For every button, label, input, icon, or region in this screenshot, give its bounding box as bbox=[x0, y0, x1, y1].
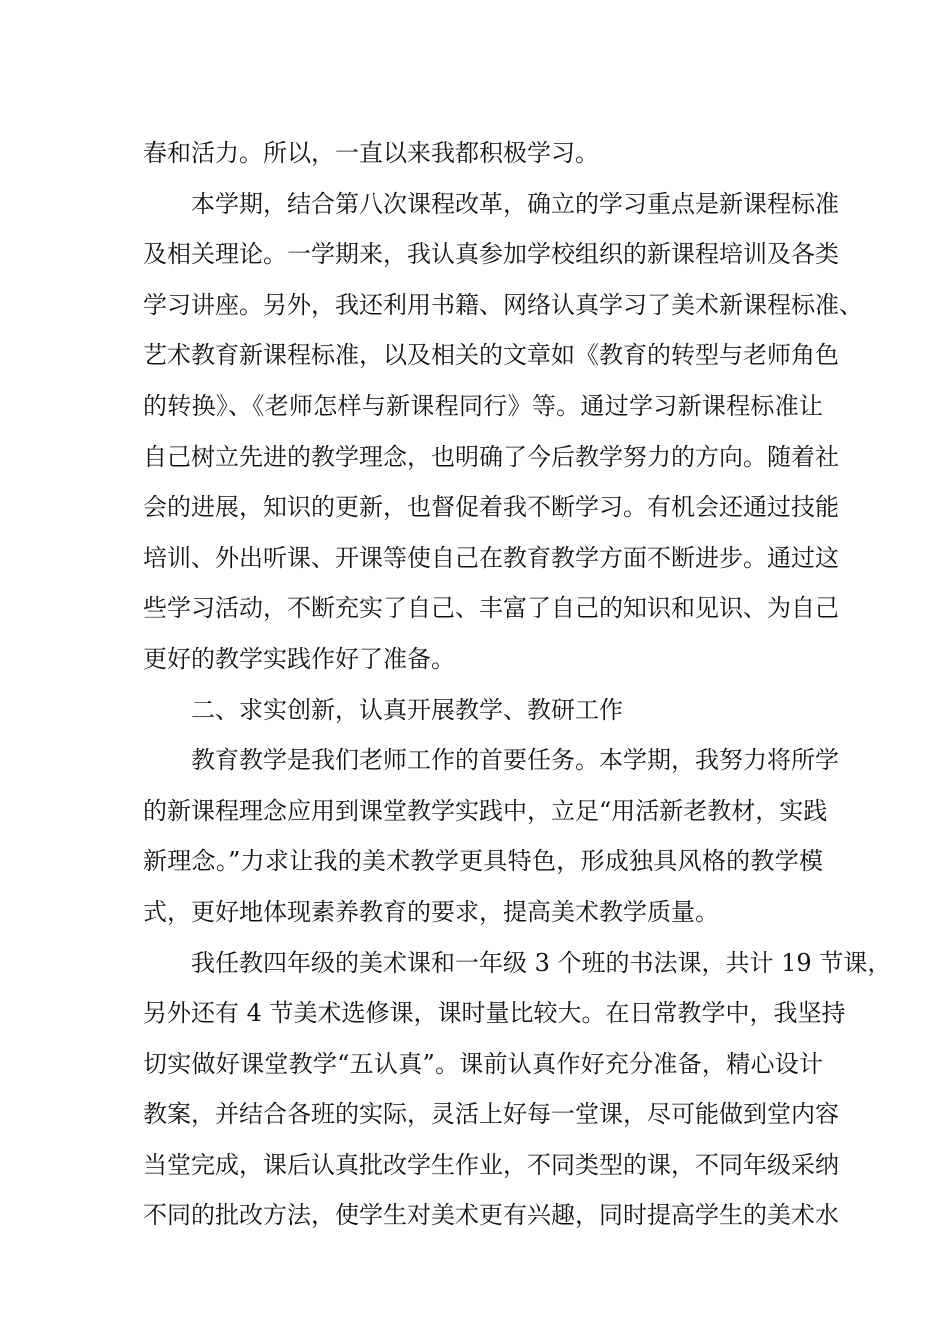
text-line: 些学习活动，不断充实了自己、丰富了自己的知识和见识、为自己 bbox=[143, 594, 839, 623]
text-line: 当堂完成，课后认真批改学生作业，不同类型的课，不同年级采纳 bbox=[143, 1150, 839, 1179]
text-line: 会的进展，知识的更新，也督促着我不断学习。有机会还通过技能 bbox=[143, 493, 839, 522]
text-line: 教案，并结合各班的实际，灵活上好每一堂课，尽可能做到堂内容 bbox=[143, 1100, 839, 1129]
text-line: 更好的教学实践作好了准备。 bbox=[143, 644, 455, 673]
section-heading: 二、求实创新，认真开展教学、教研工作 bbox=[191, 695, 623, 724]
text-line: 及相关理论。一学期来，我认真参加学校组织的新课程培训及各类 bbox=[143, 240, 839, 269]
text-line: 教育教学是我们老师工作的首要任务。本学期，我努力将所学 bbox=[191, 746, 839, 775]
text-line: 春和活力。所以，一直以来我都积极学习。 bbox=[143, 139, 599, 167]
text-line: 切实做好课堂教学“五认真”。课前认真作好充分准备，精心设计 bbox=[143, 1049, 823, 1078]
text-line: 式，更好地体现素养教育的要求，提高美术教学质量。 bbox=[143, 897, 719, 926]
text-line: 另外还有 4 节美术选修课，课时量比较大。在日常教学中，我坚持 bbox=[143, 999, 846, 1028]
text-line: 学习讲座。另外，我还利用书籍、网络认真学习了美术新课程标准、 bbox=[143, 290, 863, 319]
text-line: 的新课程理念应用到课堂教学实践中，立足“用活新老教材，实践 bbox=[143, 796, 828, 825]
body-text bbox=[143, 128, 892, 1241]
text-line: 不同的批改方法，使学生对美术更有兴趣，同时提高学生的美术水 bbox=[143, 1201, 839, 1230]
text-line: 的转换》、《老师怎样与新课程同行》等。通过学习新课程标准让 bbox=[143, 391, 823, 420]
text-line: 本学期，结合第八次课程改革，确立的学习重点是新课程标准 bbox=[191, 189, 839, 218]
text-line: 我任教四年级的美术课和一年级 3 个班的书法课，共计 19 节课， bbox=[191, 948, 892, 977]
text-line: 自己树立先进的教学理念，也明确了今后教学努力的方向。随着社 bbox=[143, 442, 839, 471]
text-line: 艺术教育新课程标准，以及相关的文章如《教育的转型与老师角色 bbox=[143, 341, 839, 370]
text-line: 培训、外出听课、开课等使自己在教育教学方面不断进步。通过这 bbox=[143, 543, 839, 572]
text-line: 新理念。”力求让我的美术教学更具特色，形成独具风格的教学模 bbox=[143, 847, 823, 876]
